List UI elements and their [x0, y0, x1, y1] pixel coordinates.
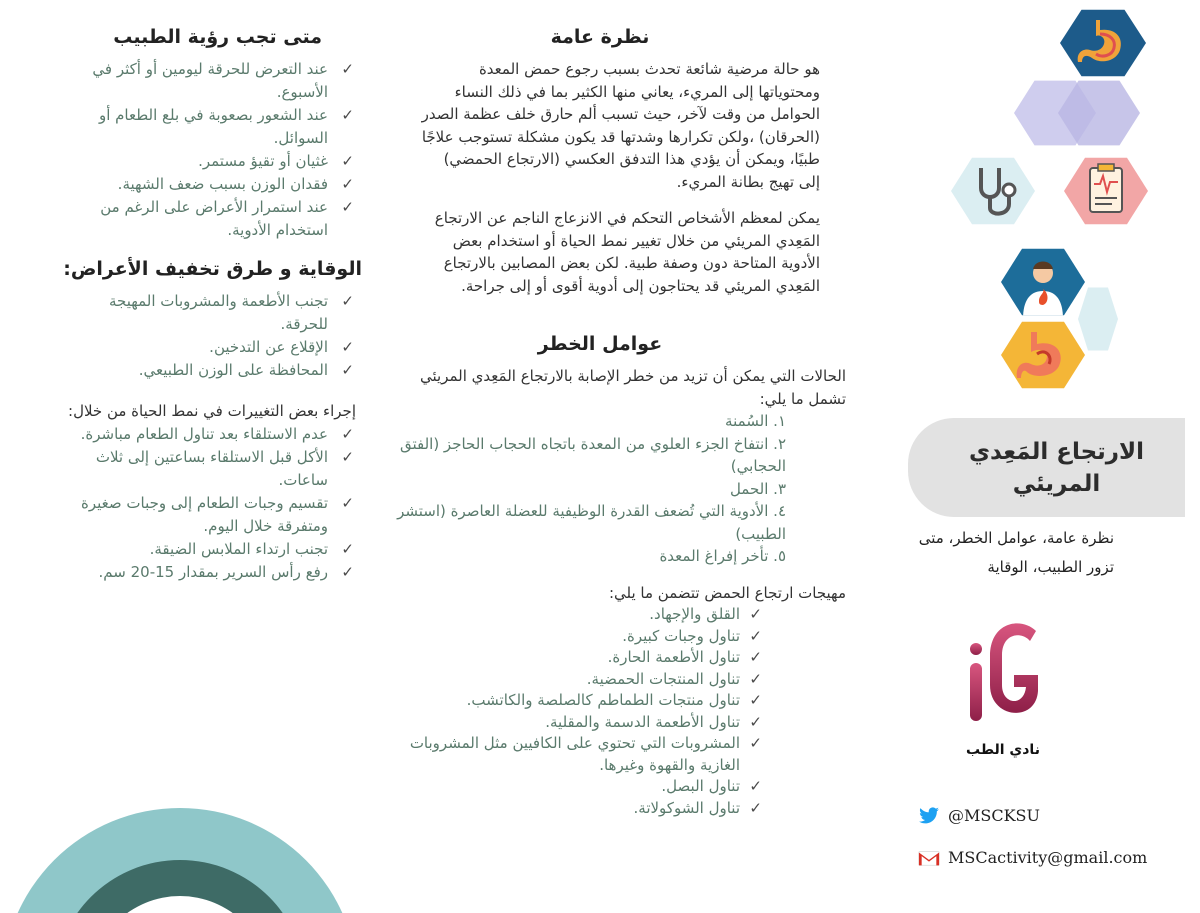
list-item: ١. السُمنة [725, 412, 786, 430]
risk-factors-title: عوامل الخطر [537, 333, 663, 355]
list-item: ٥. تأخر إفراغ المعدة [659, 547, 786, 565]
list-item: ✓ رفع رأس السرير بمقدار 15-20 سم. [62, 561, 362, 584]
twitter-icon [918, 807, 940, 825]
list-item: ✓ عند استمرار الأعراض على الرغم من استخدام الأدوية. [62, 196, 362, 242]
list-item: ✓ عند التعرض للحرقة ليومين أو أكثر في الأسبوع. [62, 58, 362, 104]
list-item: ✓ عند الشعور بصعوبة في بلع الطعام أو السوائل. [62, 104, 362, 150]
heartburn-person-icon [1001, 245, 1085, 319]
twitter-handle: @MSCKSU [948, 806, 1040, 825]
clipboard-icon [1064, 154, 1148, 228]
email-address: MSCactivity@gmail.com [948, 848, 1148, 867]
title-box [908, 418, 1185, 517]
prevention-list [62, 290, 362, 382]
lifestyle-list [62, 423, 362, 584]
gmail-icon [918, 849, 940, 867]
overview-paragraph-2: يمكن لمعظم الأشخاص التحكم في الانزعاج الناجم عن الارتجاع المَعِدي المريئي من خلال تغيير نمط الحياة أو استخدام بعض الأدوية المتاحة دون وصفة طبية. لكن بعض المصابين بالارتجاع المَعِدي المريئي قد يحتاجون إلى أدوية أقوى أو إلى جراحة. [434, 209, 820, 295]
left-column [62, 26, 362, 584]
when-to-see-doctor-list [62, 58, 362, 242]
list-item: ✓ القلق والإجهاد. [390, 604, 850, 626]
list-item: ✓ تناول الأطعمة الدسمة والمقلية. [390, 712, 850, 734]
list-item: ✓ تناول الشوكولاتة. [390, 798, 850, 820]
stomach-icon [1060, 6, 1146, 80]
when-to-see-doctor-title: متى تجب رؤية الطبيب [113, 26, 322, 48]
stethoscope-icon [951, 154, 1035, 228]
middle-column [390, 26, 850, 819]
risk-factors-intro: الحالات التي يمكن أن تزيد من خطر الإصابة بالارتجاع المَعِدي المريئي تشمل ما يلي: [420, 367, 846, 408]
inflamed-stomach-icon [1001, 318, 1085, 392]
decorative-arcs [0, 790, 360, 913]
club-name: نادي الطب [966, 742, 1040, 758]
triggers-list [390, 604, 850, 819]
list-item: ✓ غثيان أو تقيؤ مستمر. [62, 150, 362, 173]
list-item: ✓ تناول وجبات كبيرة. [390, 626, 850, 648]
list-item: ✓ تناول المنتجات الحمضية. [390, 669, 850, 691]
email-contact[interactable] [918, 848, 1147, 867]
list-item: ٢. انتفاخ الجزء العلوي من المعدة باتجاه الحجاب الحاجز (الفتق الحجابي) [399, 434, 786, 475]
lifestyle-intro: إجراء بعض التغييرات في نمط الحياة من خلال: [68, 402, 356, 420]
list-item: ✓ الأكل قبل الاستلقاء بساعتين إلى ثلاث ساعات. [62, 446, 362, 492]
list-item: ✓ المحافظة على الوزن الطبيعي. [62, 359, 362, 382]
list-item: ✓ تجنب الأطعمة والمشروبات المهيجة للحرقة. [62, 290, 362, 336]
decor-hexagon [1078, 284, 1118, 354]
risk-factors-list [390, 410, 850, 568]
triggers-intro: مهيجات ارتجاع الحمض تتضمن ما يلي: [608, 583, 846, 602]
list-item: ✓ تناول منتجات الطماطم كالصلصة والكاتشب. [390, 690, 850, 712]
twitter-contact[interactable] [918, 806, 1040, 825]
list-item: ✓ المشروبات التي تحتوي على الكافيين مثل المشروبات الغازية والقهوة وغيرها. [390, 733, 850, 776]
overview-paragraph-1: هو حالة مرضية شائعة تحدث بسبب رجوع حمض المعدة ومحتوياتها إلى المريء، يعاني منها الكثير بما في ذلك النساء الحوامل من وقت لآخر، حيث تسبب ألم حارق خلف عظمة الصدر (الحرقان) ،ولكن تكرارها وشدتها قد يكون مشكلة تستوجب علاجًا طبيًا، ويمكن أن يؤدي هذا التدفق العكسي (الارتجاع الحمضي) إلى تهيج بطانة المريء. [421, 60, 820, 191]
list-item: ✓ عدم الاستلقاء بعد تناول الطعام مباشرة. [62, 423, 362, 446]
list-item: ✓ تجنب ارتداء الملابس الضيقة. [62, 538, 362, 561]
list-item: ✓ تناول الأطعمة الحارة. [390, 647, 850, 669]
medical-club-logo [966, 613, 1046, 728]
prevention-section [62, 258, 362, 584]
list-item: ✓ فقدان الوزن بسبب ضعف الشهية. [62, 173, 362, 196]
prevention-title: الوقاية و طرق تخفيف الأعراض: [63, 258, 362, 280]
overview-title: نظرة عامة [550, 26, 650, 48]
page-title: الارتجاع المَعِدي المريئي [968, 439, 1145, 497]
page-subtitle: نظرة عامة، عوامل الخطر، متى تزور الطبيب، الوقاية [918, 529, 1114, 576]
list-item: ٤. الأدوية التي تُضعف القدرة الوظيفية للعضلة العاصرة (استشر الطبيب) [397, 502, 786, 543]
list-item: ✓ تناول البصل. [390, 776, 850, 798]
list-item: ٣. الحمل [729, 479, 786, 498]
list-item: ✓ الإقلاع عن التدخين. [62, 336, 362, 359]
list-item: ✓ تقسيم وجبات الطعام إلى وجبات صغيرة ومتفرقة خلال اليوم. [62, 492, 362, 538]
